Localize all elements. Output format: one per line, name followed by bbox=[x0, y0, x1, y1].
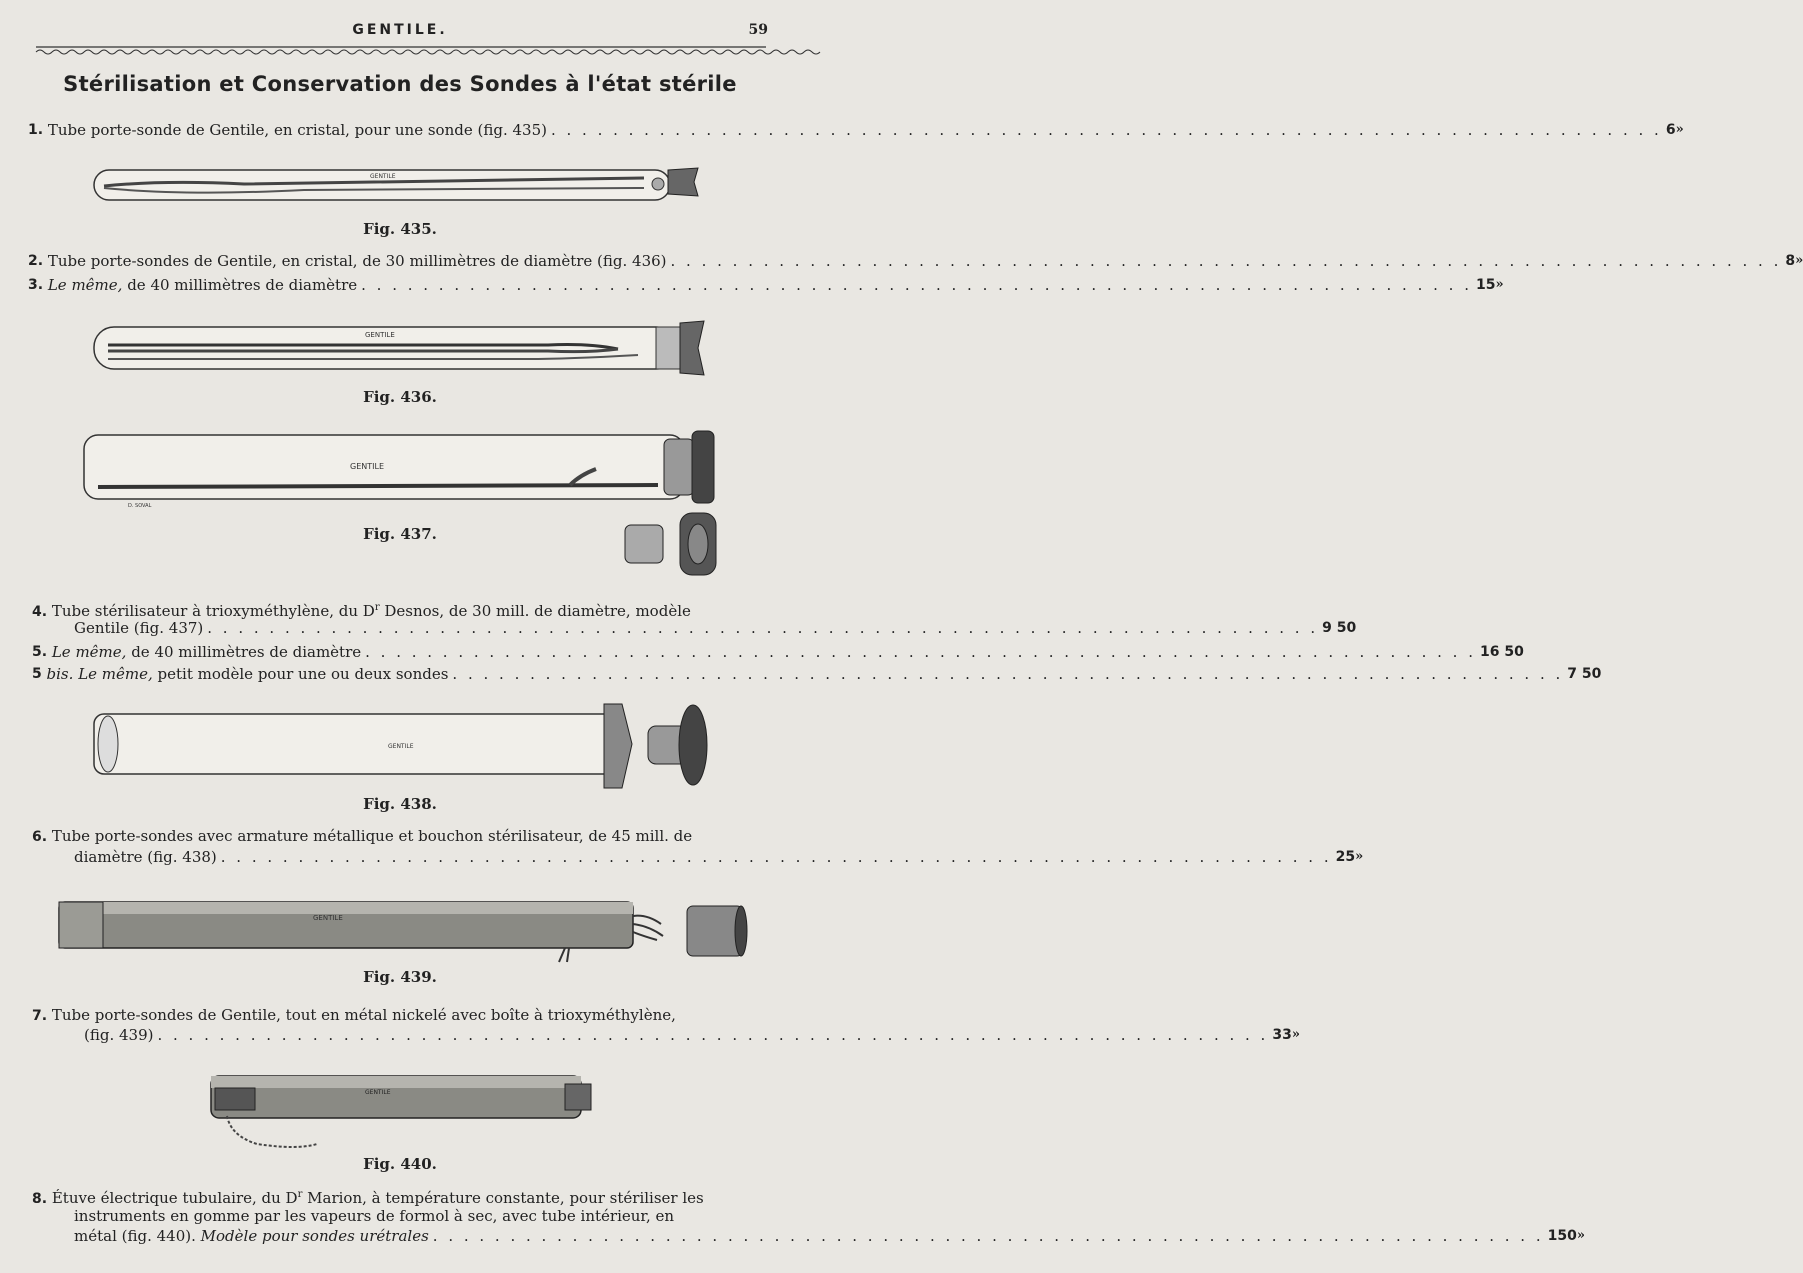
engraving-label: GENTILE bbox=[388, 743, 414, 750]
item-number: 4. bbox=[32, 604, 48, 620]
item-italic-lead: Le même, bbox=[47, 276, 123, 294]
figure-caption-438: Fig. 438. bbox=[363, 795, 437, 813]
item-price: 9 50 bbox=[1322, 620, 1357, 636]
dot-leader: . . . . . . . . . . . . . . . . . . . . . . . . . . . . . . . . . . . . . . . . . . . . . . . . . . . . . . . . . . . . . . . . . . . . . . . . bbox=[207, 619, 1319, 637]
engraver-signature: D. SOVAL bbox=[128, 503, 152, 509]
item-text: Tube porte-sondes avec armature métallique et bouchon stérilisateur, de 45 mill. de bbox=[51, 827, 693, 845]
item-text: Tube porte-sondes de Gentile, en cristal, de 30 millimètres de diamètre (fig. 436) bbox=[47, 252, 667, 270]
engraving-label: GENTILE bbox=[350, 462, 384, 471]
item-price: 7 50 bbox=[1567, 666, 1602, 682]
item-text: petit modèle pour une ou deux sondes bbox=[157, 665, 449, 683]
catalog-item-7-line-2 bbox=[84, 1025, 1300, 1045]
catalog-item-5-bis bbox=[32, 664, 1602, 684]
figure-caption-437: Fig. 437. bbox=[363, 525, 437, 543]
section-title: Stérilisation et Conservation des Sondes à l'état stérile bbox=[63, 72, 737, 96]
catalog-item-6 bbox=[32, 826, 768, 847]
item-number: 5 bbox=[32, 666, 42, 682]
catalog-item-8-line-3 bbox=[74, 1226, 1585, 1246]
item-price: 25 bbox=[1335, 849, 1356, 865]
item-text-continued: Marion, à température constante, pour stériliser les bbox=[307, 1189, 704, 1207]
catalog-item-1 bbox=[28, 120, 1684, 140]
item-text-line2: Gentile (fig. 437) bbox=[74, 619, 204, 637]
item-number: 5. bbox=[32, 644, 48, 660]
figure-caption-439: Fig. 439. bbox=[363, 968, 437, 986]
item-number: 3. bbox=[28, 277, 44, 293]
dot-leader: . . . . . . . . . . . . . . . . . . . . . . . . . . . . . . . . . . . . . . . . . . . . . . . . . . . . . . . . . . . . . . . . . . . . . . . . bbox=[550, 121, 1662, 139]
figure-437-tube-illustration bbox=[80, 425, 730, 585]
figure-caption-440: Fig. 440. bbox=[363, 1155, 437, 1173]
item-text-line2: (fig. 439) bbox=[84, 1026, 154, 1044]
item-price: 8 bbox=[1785, 253, 1796, 269]
item-text: de 40 millimètres de diamètre bbox=[127, 276, 358, 294]
item-italic-note: Modèle pour sondes urétrales bbox=[200, 1227, 429, 1245]
item-currency: » bbox=[1675, 122, 1684, 137]
item-italic-lead: Le même, bbox=[51, 643, 127, 661]
item-price: 6 bbox=[1665, 122, 1676, 138]
item-text-line3: métal (fig. 440). bbox=[74, 1227, 196, 1245]
item-text: Tube porte-sondes de Gentile, tout en métal nickelé avec boîte à trioxyméthylène, bbox=[51, 1006, 676, 1024]
catalog-item-8-line-2 bbox=[74, 1206, 768, 1226]
item-price: 150 bbox=[1547, 1228, 1577, 1244]
catalog-item-6-line-2 bbox=[74, 847, 1364, 867]
item-number: 1. bbox=[28, 122, 44, 138]
catalog-item-3 bbox=[28, 275, 1504, 295]
item-superscript: r bbox=[297, 1189, 303, 1200]
item-currency: » bbox=[1355, 849, 1364, 864]
catalog-item-2 bbox=[28, 251, 1803, 271]
dot-leader: . . . . . . . . . . . . . . . . . . . . . . . . . . . . . . . . . . . . . . . . . . . . . . . . . . . . . . . . . . . . . . . . . . . . . . . . bbox=[452, 665, 1564, 683]
item-bis-marker: bis. bbox=[46, 665, 74, 683]
item-text: Tube porte-sonde de Gentile, en cristal, pour une sonde (fig. 435) bbox=[47, 121, 547, 139]
item-number: 6. bbox=[32, 829, 48, 845]
item-text: de 40 millimètres de diamètre bbox=[131, 643, 362, 661]
item-price: 33 bbox=[1272, 1027, 1292, 1043]
item-currency: » bbox=[1291, 1027, 1300, 1042]
figure-436-tube-illustration bbox=[90, 315, 715, 385]
dot-leader: . . . . . . . . . . . . . . . . . . . . . . . . . . . . . . . . . . . . . . . . . . . . . . . . . . . . . . . . . . . . . . . . . . . . . . . . bbox=[361, 276, 1472, 294]
dot-leader: . . . . . . . . . . . . . . . . . . . . . . . . . . . . . . . . . . . . . . . . . . . . . . . . . . . . . . . . . . . . . . . . . . . . . . . . bbox=[432, 1227, 1544, 1245]
item-price: 16 50 bbox=[1479, 644, 1524, 660]
item-italic-lead: Le même, bbox=[78, 665, 153, 683]
dot-leader: . . . . . . . . . . . . . . . . . . . . . . . . . . . . . . . . . . . . . . . . . . . . . . . . . . . . . . . . . . . . . . . . . . . . . . . . bbox=[670, 252, 1782, 270]
item-text: Étuve électrique tubulaire, du D bbox=[51, 1189, 298, 1207]
catalog-item-5 bbox=[32, 642, 1524, 662]
page-number: 59 bbox=[748, 22, 768, 38]
dot-leader: . . . . . . . . . . . . . . . . . . . . . . . . . . . . . . . . . . . . . . . . . . . . . . . . . . . . . . . . . . . . . . . . . . . . . . . . bbox=[365, 643, 1476, 661]
figure-440-oven-illustration bbox=[205, 1068, 605, 1158]
item-number: 7. bbox=[32, 1008, 48, 1024]
item-currency: » bbox=[1576, 1228, 1585, 1243]
figure-caption-436: Fig. 436. bbox=[363, 388, 437, 406]
engraving-label: GENTILE bbox=[365, 1089, 391, 1096]
figure-439-tube-illustration bbox=[55, 890, 755, 970]
dot-leader: . . . . . . . . . . . . . . . . . . . . . . . . . . . . . . . . . . . . . . . . . . . . . . . . . . . . . . . . . . . . . . . . . . . . . . . . bbox=[220, 848, 1332, 866]
item-currency: » bbox=[1495, 277, 1504, 292]
running-head: GENTILE. bbox=[352, 22, 448, 38]
item-number: 2. bbox=[28, 253, 44, 269]
item-number: 8. bbox=[32, 1191, 48, 1207]
engraving-label: GENTILE bbox=[365, 331, 395, 339]
figure-435-tube-illustration bbox=[90, 160, 710, 216]
item-currency: » bbox=[1795, 253, 1803, 268]
catalog-item-4-line-2 bbox=[74, 618, 1357, 638]
dot-leader: . . . . . . . . . . . . . . . . . . . . . . . . . . . . . . . . . . . . . . . . . . . . . . . . . . . . . . . . . . . . . . . . . . . . . . . . bbox=[157, 1026, 1269, 1044]
engraving-label: GENTILE bbox=[370, 173, 396, 180]
item-text-line2: diamètre (fig. 438) bbox=[74, 848, 217, 866]
item-price: 15 bbox=[1475, 277, 1496, 293]
item-text: Tube stérilisateur à trioxyméthylène, du D bbox=[51, 602, 375, 620]
engraving-label: GENTILE bbox=[313, 914, 343, 922]
figure-438-tube-illustration bbox=[88, 700, 718, 800]
item-superscript: r bbox=[374, 602, 380, 613]
header-wavy-rule bbox=[36, 44, 766, 58]
item-text-continued: Desnos, de 30 mill. de diamètre, modèle bbox=[384, 602, 691, 620]
catalog-item-7 bbox=[32, 1005, 768, 1026]
item-text-line2: instruments en gomme par les vapeurs de formol à sec, avec tube intérieur, en bbox=[74, 1207, 675, 1225]
figure-caption-435: Fig. 435. bbox=[363, 220, 437, 238]
